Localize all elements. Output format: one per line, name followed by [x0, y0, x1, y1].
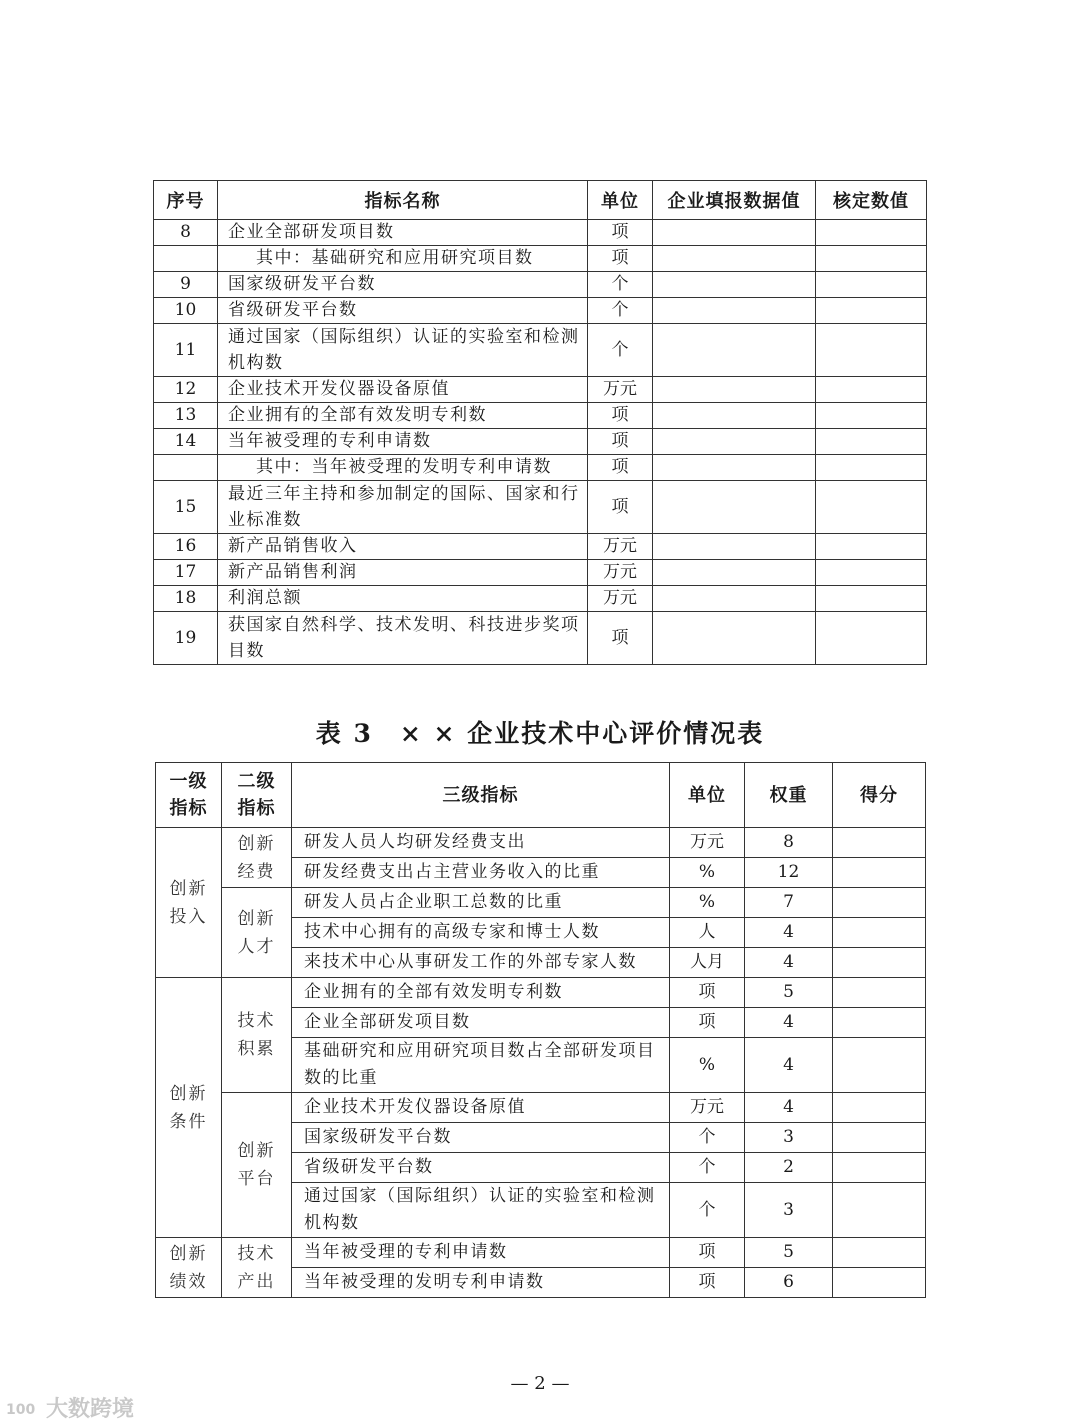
score-cell[interactable] — [833, 828, 926, 858]
reported-value-cell[interactable] — [653, 612, 816, 665]
verified-value-cell[interactable] — [816, 455, 927, 481]
table-row — [154, 272, 927, 298]
row-indicator: 最近三年主持和参加制定的国际、国家和行业标准数 — [218, 481, 588, 534]
row-unit: % — [670, 858, 745, 888]
watermark — [6, 1392, 134, 1423]
header-reported-value: 企业填报数据值 — [653, 181, 816, 220]
row-indicator: 企业全部研发项目数 — [218, 220, 588, 246]
reported-value-cell[interactable] — [653, 324, 816, 377]
row-indicator: 当年被受理的专利申请数 — [218, 429, 588, 455]
verified-value-cell[interactable] — [816, 481, 927, 534]
table-row — [156, 888, 926, 918]
header-level2: 二级指标 — [222, 763, 292, 828]
table-row — [154, 481, 927, 534]
row-indicator: 企业全部研发项目数 — [292, 1008, 670, 1038]
level2-cell: 创新平台 — [222, 1093, 292, 1238]
row-serial: 13 — [154, 403, 218, 429]
row-indicator: 企业拥有的全部有效发明专利数 — [218, 403, 588, 429]
row-indicator: 研发经费支出占主营业务收入的比重 — [292, 858, 670, 888]
row-indicator: 企业技术开发仪器设备原值 — [218, 377, 588, 403]
table-row — [156, 978, 926, 1008]
table-row — [154, 455, 927, 481]
row-serial: 16 — [154, 534, 218, 560]
row-weight: 4 — [745, 1008, 833, 1038]
header-unit: 单位 — [670, 763, 745, 828]
table-header-row — [156, 763, 926, 828]
row-unit: 项 — [670, 1268, 745, 1298]
row-unit: 个 — [670, 1183, 745, 1238]
row-weight: 3 — [745, 1123, 833, 1153]
table-row — [156, 1238, 926, 1268]
table-header-row — [154, 181, 927, 220]
row-indicator: 省级研发平台数 — [218, 298, 588, 324]
evaluation-table — [155, 762, 926, 1298]
table-row — [154, 403, 927, 429]
header-verified-value: 核定数值 — [816, 181, 927, 220]
row-serial: 12 — [154, 377, 218, 403]
level1-cell: 创新投入 — [156, 828, 222, 978]
row-indicator: 其中：基础研究和应用研究项目数 — [218, 246, 588, 272]
row-serial: 19 — [154, 612, 218, 665]
reported-value-cell[interactable] — [653, 481, 816, 534]
verified-value-cell[interactable] — [816, 429, 927, 455]
table-row — [154, 246, 927, 272]
row-weight: 3 — [745, 1183, 833, 1238]
table-row — [154, 220, 927, 246]
row-serial: 10 — [154, 298, 218, 324]
row-weight: 4 — [745, 948, 833, 978]
row-unit: 项 — [588, 429, 653, 455]
row-unit: 项 — [588, 481, 653, 534]
row-weight: 4 — [745, 918, 833, 948]
row-indicator: 通过国家（国际组织）认证的实验室和检测机构数 — [218, 324, 588, 377]
verified-value-cell[interactable] — [816, 220, 927, 246]
level2-cell: 创新人才 — [222, 888, 292, 978]
row-unit: % — [670, 888, 745, 918]
header-serial: 序号 — [154, 181, 218, 220]
row-indicator: 研发人员人均研发经费支出 — [292, 828, 670, 858]
table-row — [154, 377, 927, 403]
row-indicator: 国家级研发平台数 — [218, 272, 588, 298]
score-cell[interactable] — [833, 858, 926, 888]
header-level3: 三级指标 — [292, 763, 670, 828]
table-row — [156, 1093, 926, 1123]
row-indicator: 当年被受理的发明专利申请数 — [292, 1268, 670, 1298]
row-unit: 个 — [588, 298, 653, 324]
table-row — [154, 298, 927, 324]
row-unit: 个 — [588, 324, 653, 377]
row-indicator: 通过国家（国际组织）认证的实验室和检测机构数 — [292, 1183, 670, 1238]
reported-value-cell[interactable] — [653, 246, 816, 272]
row-indicator: 技术中心拥有的高级专家和博士人数 — [292, 918, 670, 948]
level2-cell: 技术积累 — [222, 978, 292, 1093]
row-serial — [154, 455, 218, 481]
reported-value-cell[interactable] — [653, 429, 816, 455]
indicator-data-table — [153, 180, 927, 665]
row-weight: 4 — [745, 1038, 833, 1093]
score-cell[interactable] — [833, 1238, 926, 1268]
watermark-text: 大数跨境 — [46, 1397, 135, 1422]
header-indicator-name: 指标名称 — [218, 181, 588, 220]
reported-value-cell[interactable] — [653, 377, 816, 403]
row-weight: 5 — [745, 978, 833, 1008]
row-indicator: 新产品销售利润 — [218, 560, 588, 586]
header-weight: 权重 — [745, 763, 833, 828]
table3-title: 表 3 × × 企业技术中心评价情况表 — [315, 719, 765, 748]
row-weight: 12 — [745, 858, 833, 888]
watermark-logo-icon — [6, 1397, 40, 1419]
verified-value-cell[interactable] — [816, 560, 927, 586]
row-serial: 18 — [154, 586, 218, 612]
row-weight: 8 — [745, 828, 833, 858]
table-row — [154, 560, 927, 586]
score-cell[interactable] — [833, 1153, 926, 1183]
table-row — [154, 429, 927, 455]
score-cell[interactable] — [833, 888, 926, 918]
row-weight: 2 — [745, 1153, 833, 1183]
header-score: 得分 — [833, 763, 926, 828]
score-cell[interactable] — [833, 948, 926, 978]
row-unit: 个 — [670, 1153, 745, 1183]
row-indicator: 国家级研发平台数 — [292, 1123, 670, 1153]
row-indicator: 新产品销售收入 — [218, 534, 588, 560]
row-unit: 万元 — [670, 1093, 745, 1123]
row-weight: 4 — [745, 1093, 833, 1123]
row-unit: 项 — [588, 246, 653, 272]
header-level1: 一级指标 — [156, 763, 222, 828]
row-unit: 个 — [588, 272, 653, 298]
reported-value-cell[interactable] — [653, 220, 816, 246]
table-row — [156, 828, 926, 858]
verified-value-cell[interactable] — [816, 586, 927, 612]
row-unit: 万元 — [588, 377, 653, 403]
score-cell[interactable] — [833, 1183, 926, 1238]
row-serial — [154, 246, 218, 272]
score-cell[interactable] — [833, 918, 926, 948]
row-serial: 14 — [154, 429, 218, 455]
row-unit: 项 — [588, 403, 653, 429]
reported-value-cell[interactable] — [653, 298, 816, 324]
row-unit: 项 — [588, 612, 653, 665]
table-row — [154, 324, 927, 377]
reported-value-cell[interactable] — [653, 403, 816, 429]
verified-value-cell[interactable] — [816, 534, 927, 560]
verified-value-cell[interactable] — [816, 246, 927, 272]
header-unit: 单位 — [588, 181, 653, 220]
score-cell[interactable] — [833, 978, 926, 1008]
row-unit: 人月 — [670, 948, 745, 978]
row-indicator: 基础研究和应用研究项目数占全部研发项目数的比重 — [292, 1038, 670, 1093]
row-weight: 5 — [745, 1238, 833, 1268]
reported-value-cell[interactable] — [653, 455, 816, 481]
row-indicator: 其中：当年被受理的发明专利申请数 — [218, 455, 588, 481]
row-indicator: 来技术中心从事研发工作的外部专家人数 — [292, 948, 670, 978]
row-weight: 6 — [745, 1268, 833, 1298]
row-unit: % — [670, 1038, 745, 1093]
verified-value-cell[interactable] — [816, 377, 927, 403]
row-serial: 9 — [154, 272, 218, 298]
reported-value-cell[interactable] — [653, 272, 816, 298]
row-serial: 11 — [154, 324, 218, 377]
score-cell[interactable] — [833, 1038, 926, 1093]
row-unit: 项 — [588, 220, 653, 246]
table-row — [154, 586, 927, 612]
row-indicator: 企业技术开发仪器设备原值 — [292, 1093, 670, 1123]
row-serial: 17 — [154, 560, 218, 586]
level1-cell: 创新条件 — [156, 978, 222, 1238]
score-cell[interactable] — [833, 1123, 926, 1153]
reported-value-cell[interactable] — [653, 534, 816, 560]
level2-cell: 技术产出 — [222, 1238, 292, 1298]
row-indicator: 省级研发平台数 — [292, 1153, 670, 1183]
level2-cell: 创新经费 — [222, 828, 292, 888]
row-unit: 项 — [670, 1238, 745, 1268]
row-unit: 万元 — [588, 586, 653, 612]
row-unit: 人 — [670, 918, 745, 948]
row-unit: 项 — [588, 455, 653, 481]
table-row — [154, 612, 927, 665]
verified-value-cell[interactable] — [816, 324, 927, 377]
score-cell[interactable] — [833, 1008, 926, 1038]
row-indicator: 企业拥有的全部有效发明专利数 — [292, 978, 670, 1008]
row-weight: 7 — [745, 888, 833, 918]
page-number: — 2 — — [510, 1373, 570, 1394]
verified-value-cell[interactable] — [816, 272, 927, 298]
row-indicator: 研发人员占企业职工总数的比重 — [292, 888, 670, 918]
svg-text:100: 100 — [6, 1401, 36, 1418]
verified-value-cell[interactable] — [816, 298, 927, 324]
level1-cell: 创新绩效 — [156, 1238, 222, 1298]
score-cell[interactable] — [833, 1268, 926, 1298]
reported-value-cell[interactable] — [653, 560, 816, 586]
score-cell[interactable] — [833, 1093, 926, 1123]
row-indicator: 利润总额 — [218, 586, 588, 612]
row-unit: 万元 — [588, 534, 653, 560]
row-indicator: 获国家自然科学、技术发明、科技进步奖项目数 — [218, 612, 588, 665]
row-unit: 万元 — [588, 560, 653, 586]
reported-value-cell[interactable] — [653, 586, 816, 612]
row-unit: 项 — [670, 1008, 745, 1038]
row-indicator: 当年被受理的专利申请数 — [292, 1238, 670, 1268]
verified-value-cell[interactable] — [816, 403, 927, 429]
row-unit: 万元 — [670, 828, 745, 858]
row-serial: 15 — [154, 481, 218, 534]
row-unit: 项 — [670, 978, 745, 1008]
verified-value-cell[interactable] — [816, 612, 927, 665]
row-serial: 8 — [154, 220, 218, 246]
row-unit: 个 — [670, 1123, 745, 1153]
table-row — [154, 534, 927, 560]
